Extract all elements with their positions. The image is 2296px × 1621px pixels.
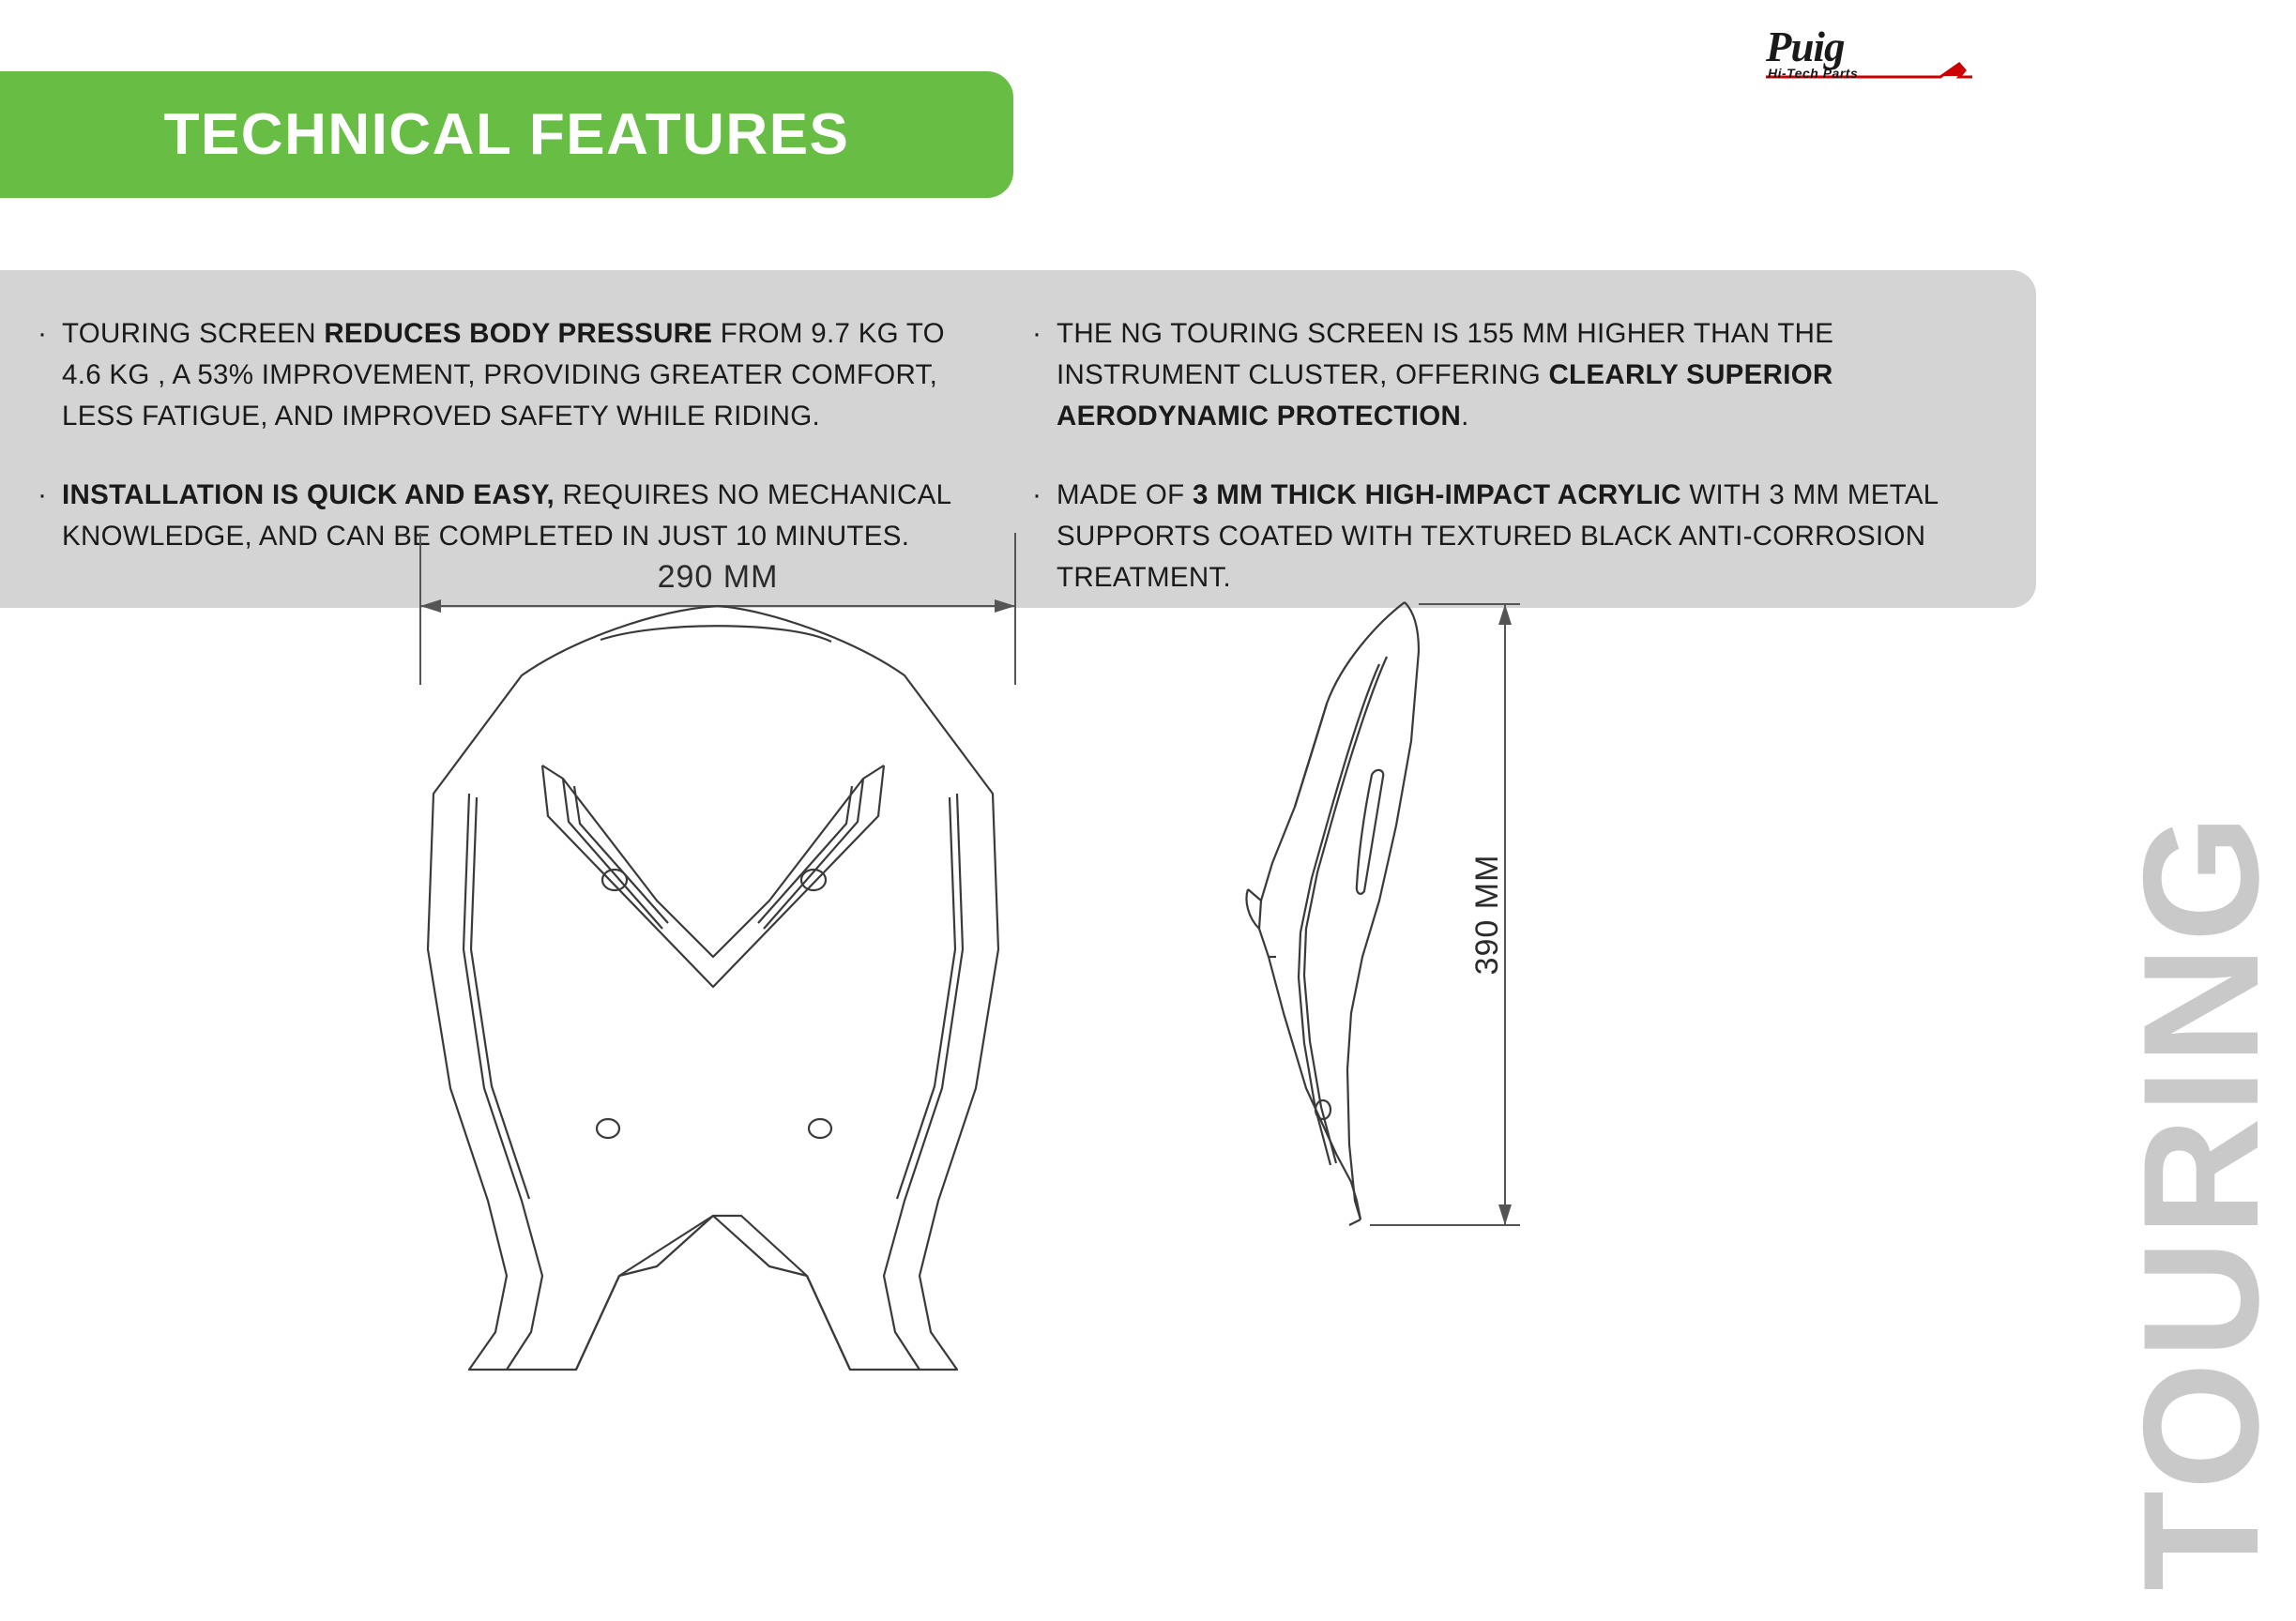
touring-watermark xyxy=(2107,540,2295,1591)
puig-logo xyxy=(1766,23,1972,86)
logo-wordmark: Puig xyxy=(1766,23,1845,70)
features-column-right xyxy=(1032,302,1970,593)
logo-tagline: Hi-Tech Parts xyxy=(1768,66,1859,81)
front-view-dimension-label: 290 MM xyxy=(657,559,779,595)
windscreen-front-outline xyxy=(428,606,998,1370)
page-title-banner xyxy=(0,71,1013,198)
windscreen-side-outline xyxy=(1247,602,1420,1225)
features-panel xyxy=(0,270,2036,608)
technical-drawings xyxy=(0,559,2027,1621)
feature-text-4: MADE OF 3 MM THICK HIGH-IMPACT ACRYLIC WITH 3 MM METAL SUPPORTS COATED WITH TEXTURED BLACK ANTI-CORROSION TREATMENT. xyxy=(1057,479,1939,593)
feature-text-2: INSTALLATION IS QUICK AND EASY, REQUIRES NO MECHANICAL KNOWLEDGE, AND CAN BE COMPLETED IN JUST 10 MINUTES. xyxy=(62,479,951,552)
list-item xyxy=(38,475,976,557)
drawings-svg xyxy=(0,559,2027,1621)
features-column-left xyxy=(38,302,976,576)
list-item xyxy=(1032,313,1970,437)
feature-text-3: THE NG TOURING SCREEN IS 155 MM HIGHER THAN THE INSTRUMENT CLUSTER, OFFERING CLEARLY SUPERIOR AERODYNAMIC PROTECTION. xyxy=(1057,318,1834,432)
bullet-icon: · xyxy=(38,318,47,349)
page-title: TECHNICAL FEATURES xyxy=(163,102,850,167)
list-item xyxy=(1032,475,1970,598)
feature-text-1: TOURING SCREEN REDUCES BODY PRESSURE FROM 9.7 KG TO 4.6 KG , A 53% IMPROVEMENT, PROVIDING GREATER COMFORT, LESS FATIGUE, AND IMPROVED SAFETY WHILE RIDING. xyxy=(62,318,945,432)
bullet-icon: · xyxy=(1032,479,1042,510)
bullet-icon: · xyxy=(38,479,47,510)
front-view-mount-holes xyxy=(597,870,831,1138)
bullet-icon: · xyxy=(1032,318,1042,349)
touring-watermark-text: TOURING xyxy=(2109,810,2293,1591)
side-view-dimension-label: 390 MM xyxy=(1469,854,1505,976)
list-item xyxy=(38,313,976,437)
